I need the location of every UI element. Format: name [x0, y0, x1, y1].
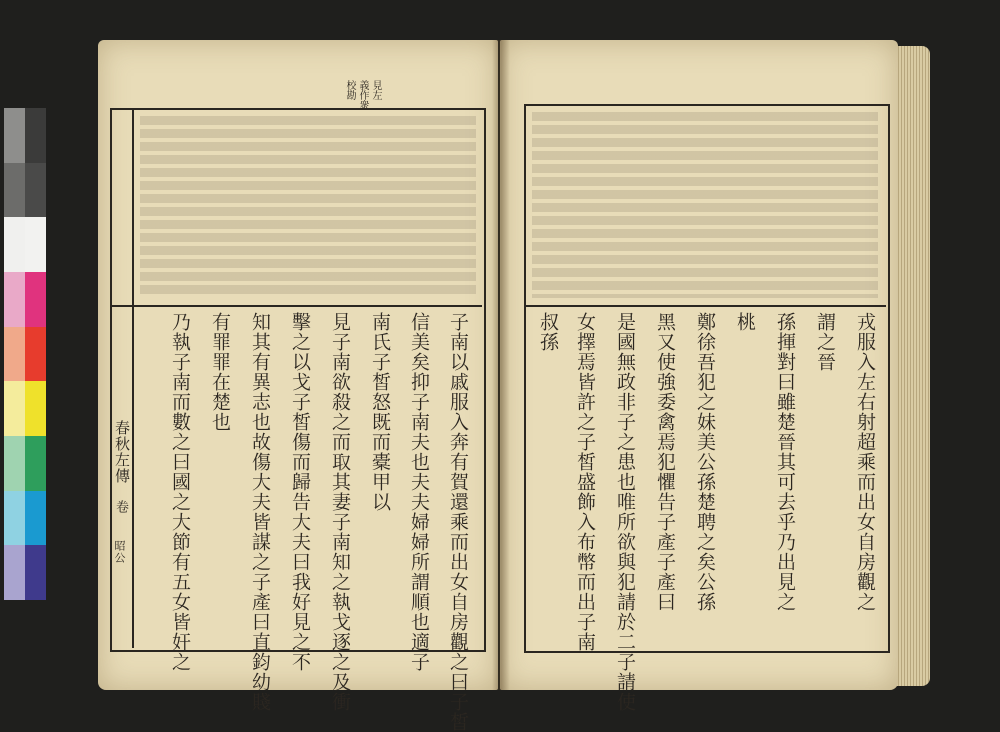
right-commentary-block: [532, 112, 878, 298]
right-text-col-1: 戎服入左右射超乘而出女自房觀之: [854, 312, 876, 612]
color-patch: [4, 108, 25, 163]
left-text-col-5: 擊之以戈子皙傷而歸告大夫曰我好見之不: [289, 312, 311, 672]
left-margin-rule: [132, 110, 134, 648]
color-patch: [4, 327, 25, 382]
right-text-col-3: 孫揮對曰雖楚晉其可去乎乃出見之: [774, 312, 796, 612]
color-patch: [4, 545, 25, 600]
color-patch: [25, 436, 46, 491]
color-patch: [25, 163, 46, 218]
left-text-col-2: 信美矣抑子南夫也夫夫婦婦所謂順也適子: [408, 312, 430, 672]
page-edges: [896, 46, 930, 686]
color-patch: [25, 545, 46, 600]
color-patch: [4, 217, 25, 272]
right-text-col-6: 黑又使強委禽焉犯懼告子產子產曰: [654, 312, 676, 612]
color-checker-strip: [4, 108, 46, 600]
left-page-divider: [112, 305, 482, 307]
color-patch: [25, 272, 46, 327]
color-patch: [4, 491, 25, 546]
margin-section: 卷: [113, 500, 128, 514]
right-text-col-4: 桃: [734, 312, 756, 332]
right-text-col-9: 叔孫: [537, 312, 559, 352]
right-text-col-2: 謂之晉: [814, 312, 836, 372]
right-text-col-5: 鄭徐吾犯之妹美公孫楚聘之矣公孫: [694, 312, 716, 612]
left-text-col-3: 南氏子皙怒既而橐甲以: [369, 312, 391, 512]
color-patch: [25, 491, 46, 546]
left-commentary-block: [140, 116, 476, 298]
color-patch: [4, 381, 25, 436]
header-note-2: 義作衆: [357, 80, 368, 110]
color-patch: [25, 327, 46, 382]
color-patch: [25, 108, 46, 163]
book-gutter: [492, 40, 510, 690]
color-patch: [4, 436, 25, 491]
color-patch: [25, 217, 46, 272]
color-patch: [25, 381, 46, 436]
left-text-col-8: 乃執子南而數之曰國之大節有五女皆奸之: [169, 312, 191, 672]
left-text-col-1: 子南以戚服入奔有賀還乘而出女自房觀之曰子皙: [447, 312, 469, 732]
right-text-col-7: 是國無政非子之患也唯所欲與犯請於二子請使: [614, 312, 636, 712]
margin-chapter: 昭公: [113, 540, 126, 564]
margin-title: 春秋左傳: [113, 420, 131, 484]
header-note-3: 校勘: [344, 80, 355, 100]
left-text-col-4: 見子南欲殺之而取其妻子南知之執戈逐之及衝: [329, 312, 351, 712]
right-page-divider: [526, 305, 886, 307]
left-text-col-7: 有罪罪在楚也: [209, 312, 231, 432]
right-text-col-8: 女擇焉皆許之子皙盛飾入布幣而出子南: [574, 312, 596, 652]
color-patch: [4, 272, 25, 327]
left-text-col-6: 知其有異志也故傷大夫皆謀之子產曰直鈞幼賤: [249, 312, 271, 712]
header-note-1: 見左: [370, 80, 381, 100]
color-patch: [4, 163, 25, 218]
